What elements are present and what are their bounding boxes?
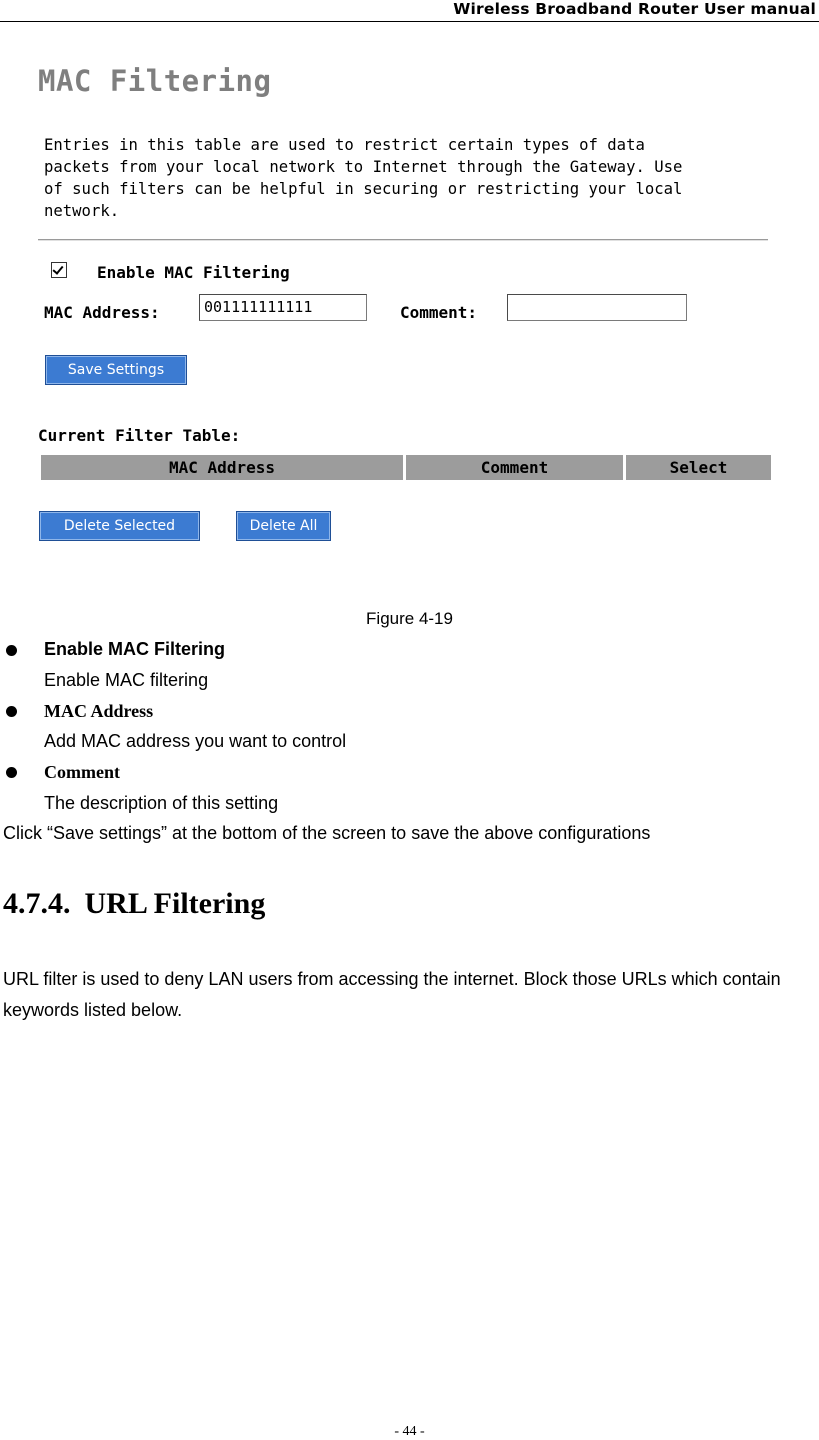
bullet-icon <box>6 645 17 656</box>
enable-mac-filtering-checkbox[interactable] <box>51 262 67 278</box>
item-title-enable-mac-filtering: Enable MAC Filtering <box>44 639 226 659</box>
item-desc-mac-address: Add MAC address you want to control <box>44 731 347 751</box>
running-header-text: Wireless Broadband Router User manual <box>453 0 816 18</box>
item-desc-enable-mac-filtering: Enable MAC filtering <box>44 670 209 690</box>
screenshot-intro-text: Entries in this table are used to restrict certain types of data packets from your local network to Internet through the Gateway. Use of such filters can be helpful in securing or restricting your local network. <box>44 136 683 220</box>
item-title-comment: Comment <box>44 762 120 782</box>
comment-input[interactable] <box>507 294 687 321</box>
table-header-mac-address: MAC Address <box>41 455 403 480</box>
delete-selected-button[interactable]: Delete Selected <box>39 511 200 541</box>
section-heading <box>3 887 265 921</box>
mac-address-input[interactable]: 001111111111 <box>199 294 367 321</box>
save-settings-button[interactable]: Save Settings <box>45 355 187 385</box>
comment-label: Comment: <box>400 303 478 322</box>
url-filter-paragraph: URL filter is used to deny LAN users from accessing the internet. Block those URLs which contain keywords listed below. <box>3 969 781 1020</box>
mac-filtering-screenshot <box>0 40 819 580</box>
save-instruction-text: Click “Save settings” at the bottom of the screen to save the above configurations <box>3 823 651 843</box>
section-title: URL Filtering <box>84 887 266 920</box>
bullet-icon <box>6 706 17 717</box>
table-header-comment: Comment <box>406 455 623 480</box>
item-desc-comment: The description of this setting <box>44 793 279 813</box>
table-header-select: Select <box>626 455 771 480</box>
current-filter-table-title: Current Filter Table: <box>38 426 241 445</box>
page-number: - 44 - <box>394 1424 425 1439</box>
delete-all-button[interactable]: Delete All <box>236 511 331 541</box>
mac-address-label: MAC Address: <box>44 303 160 322</box>
bullet-icon <box>6 767 17 778</box>
item-title-mac-address: MAC Address <box>44 701 154 721</box>
section-number: 4.7.4. <box>3 887 71 920</box>
figure-caption: Figure 4-19 <box>366 609 453 628</box>
enable-mac-filtering-label: Enable MAC Filtering <box>97 263 290 282</box>
screenshot-divider <box>38 239 768 241</box>
running-header <box>0 0 819 22</box>
screenshot-page-title: MAC Filtering <box>38 64 272 98</box>
